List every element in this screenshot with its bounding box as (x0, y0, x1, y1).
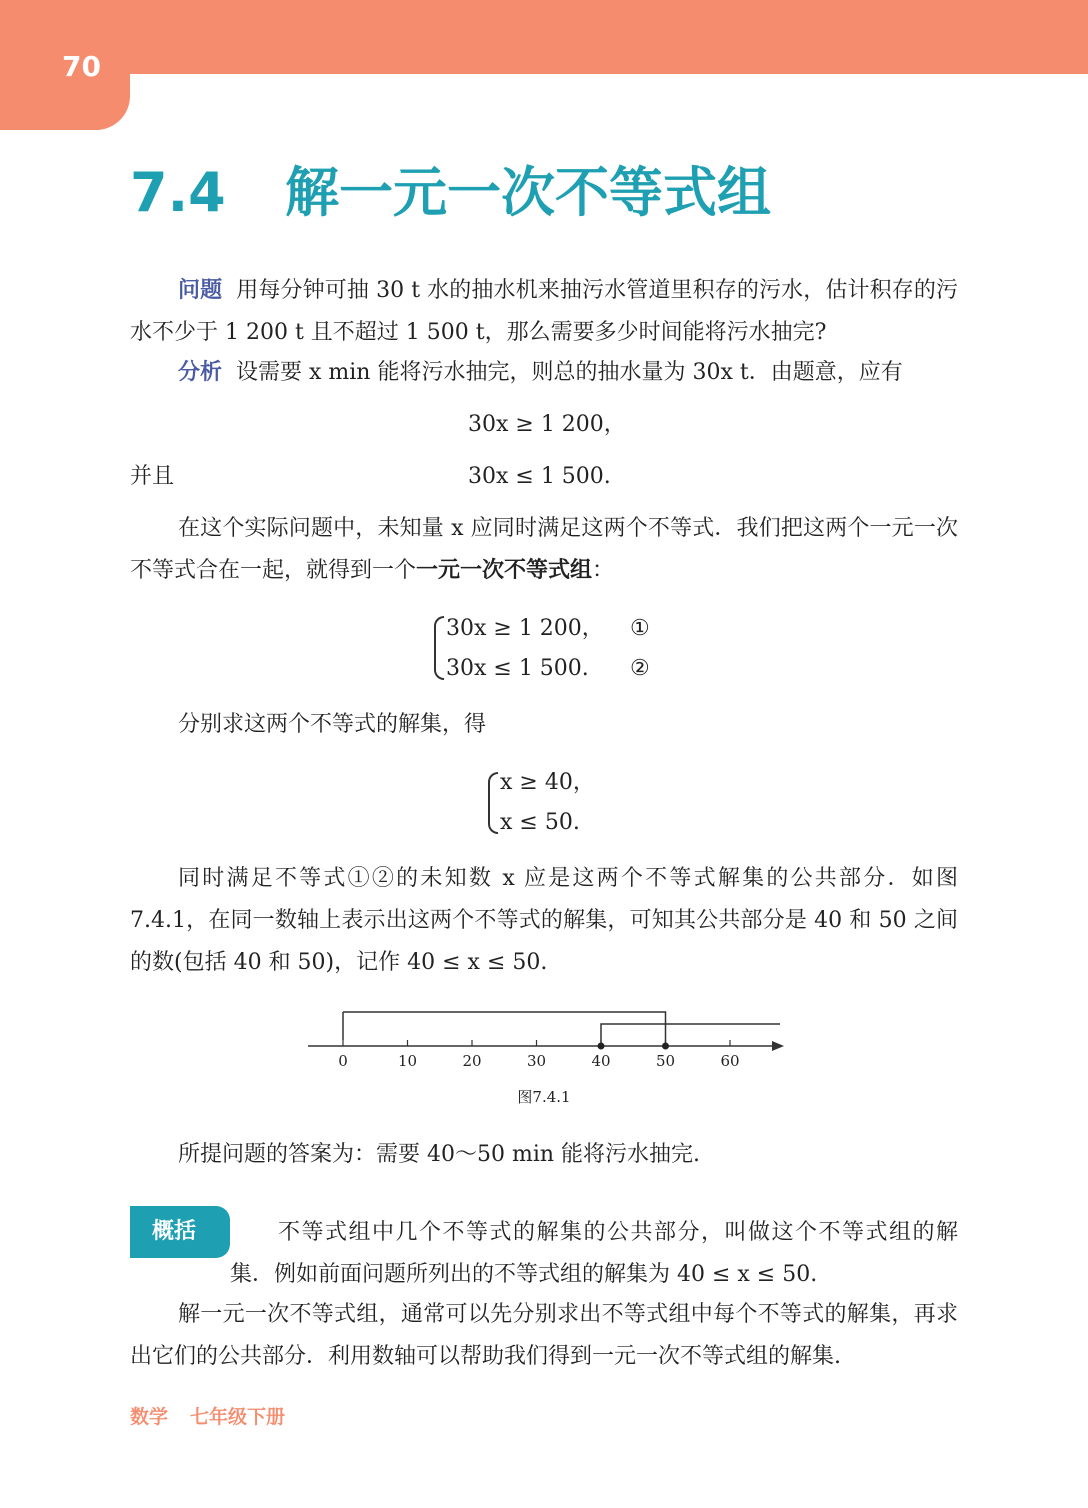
combine-text: 在这个实际问题中，未知量 x 应同时满足这两个不等式．我们把这两个一元一次不等式合在一起，就得到一个 (130, 516, 958, 583)
key-term: 一元一次不等式组 (416, 558, 593, 583)
figure-caption: 图7.4.1 (517, 1088, 571, 1106)
combine-paragraph (130, 508, 958, 592)
footer-subject: 数学 (130, 1406, 169, 1428)
system-brace (434, 616, 444, 680)
number-line-tick-label: 30 (526, 1052, 547, 1070)
solution-line-1: x ≥ 40， (500, 770, 595, 795)
number-line-tick-label: 40 (591, 1052, 611, 1070)
number-line-tick-label: 0 (338, 1052, 348, 1070)
number-line-tick-label: 50 (655, 1052, 676, 1070)
inequality-1: 30x ≥ 1 200， (468, 412, 626, 437)
system-mark-1: ① (630, 616, 650, 641)
page-number: 70 (62, 50, 101, 83)
closing-paragraph: 解一元一次不等式组，通常可以先分别求出不等式组中每个不等式的解集，再求出它们的公共部分．利用数轴可以帮助我们得到一元一次不等式组的解集. (130, 1302, 958, 1369)
section-number: 7.4 (130, 161, 226, 224)
footer-grade: 七年级下册 (190, 1406, 286, 1428)
and-label: 并且 (130, 464, 175, 489)
section-title-text: 解一元一次不等式组 (285, 161, 771, 224)
system-line-2: 30x ≤ 1 500. (446, 656, 589, 681)
closed-point-50 (662, 1043, 669, 1050)
solution-line-2: x ≤ 50. (500, 810, 580, 835)
footer (130, 1402, 285, 1429)
analysis-label: 分析 (178, 360, 223, 385)
inequality-2: 30x ≤ 1 500. (468, 464, 611, 489)
solution-x-le-50 (343, 1012, 666, 1046)
number-line-tick-label: 60 (720, 1052, 740, 1070)
number-line-arrow (772, 1041, 784, 1051)
combine-colon: ： (592, 558, 615, 583)
solution-x-ge-40 (601, 1024, 780, 1046)
summary-text: 不等式组中几个不等式的解集的公共部分，叫做这个不等式组的解集．例如前面问题所列出的不等式组的解集为 40 ≤ x ≤ 50. (230, 1220, 958, 1287)
problem-label: 问题 (178, 278, 223, 303)
closed-point-40 (598, 1043, 605, 1050)
section-title (130, 150, 771, 227)
problem-text: 用每分钟可抽 30 t 水的抽水机来抽污水管道里积存的污水，估计积存的污水不少于 1 200 t 且不超过 1 500 t，那么需要多少时间能将污水抽完? (130, 278, 958, 345)
number-line-figure (0, 990, 1088, 1080)
header-band (0, 0, 1088, 74)
answer-paragraph: 所提问题的答案为：需要 40～50 min 能将污水抽完. (178, 1142, 701, 1167)
common-part-paragraph: 同时满足不等式①②的未知数 x 应是这两个不等式解集的公共部分．如图 7.4.1，在同一数轴上表示出这两个不等式的解集，可知其公共部分是 40 和 50 之间的数(包括 40 和 50)，记作 40 ≤ x ≤ 50. (130, 866, 958, 975)
number-line-tick-label: 10 (397, 1052, 418, 1070)
analysis-text: 设需要 x min 能将污水抽完，则总的抽水量为 30x t．由题意，应有 (236, 360, 903, 385)
problem-paragraph (130, 270, 958, 354)
solution-brace (488, 772, 498, 834)
system-line-1: 30x ≥ 1 200， (446, 616, 604, 641)
solve-intro: 分别求这两个不等式的解集，得 (178, 712, 487, 737)
analysis-paragraph (130, 352, 958, 394)
system-mark-2: ② (630, 656, 650, 681)
summary-tag: 概括 (130, 1206, 230, 1258)
number-line-tick-label: 20 (462, 1052, 482, 1070)
